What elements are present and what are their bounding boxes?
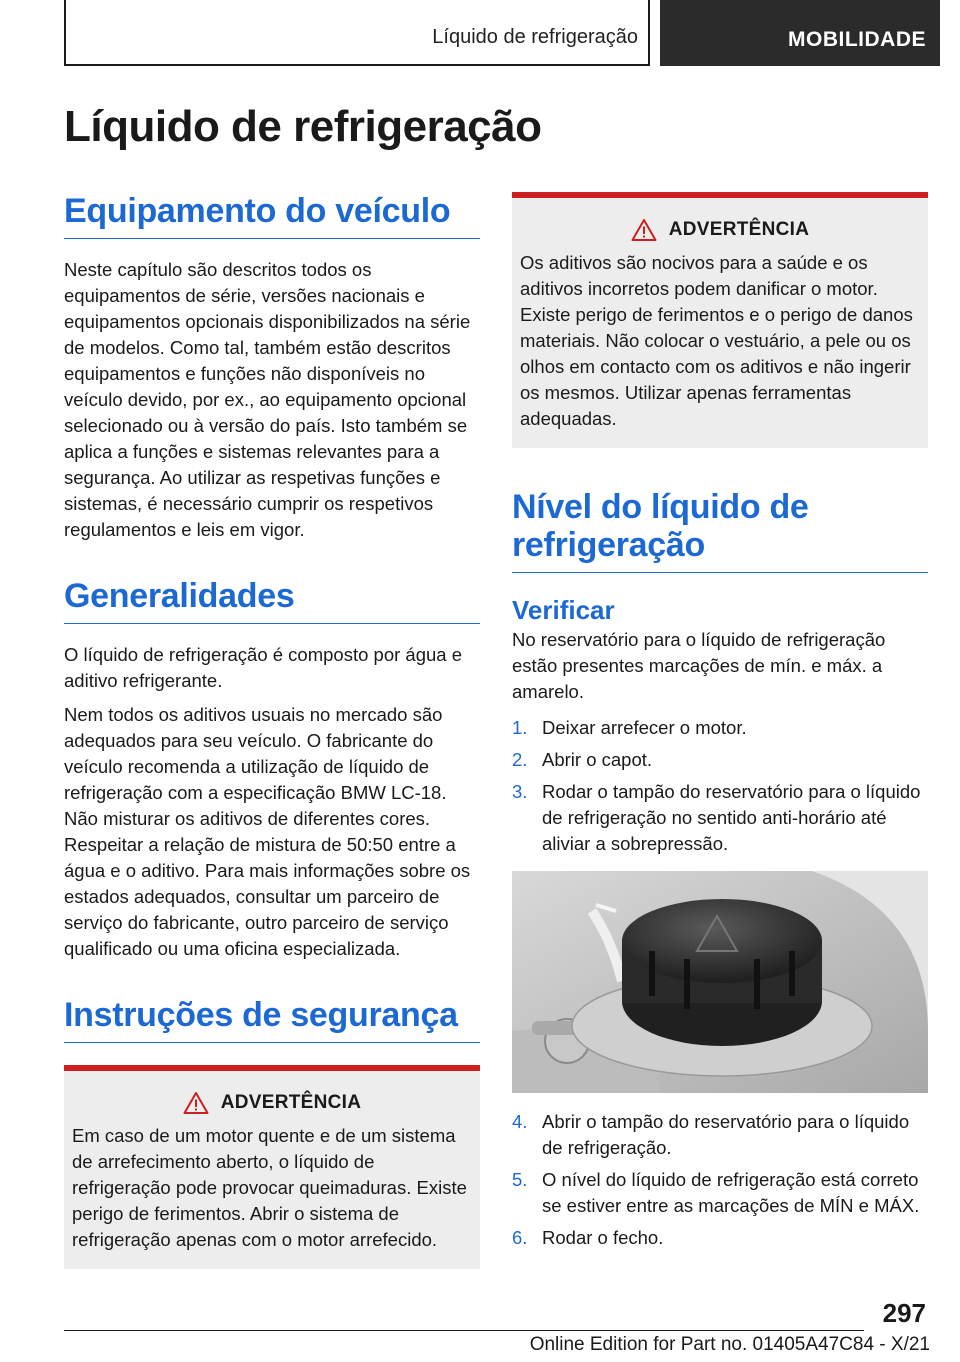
warning-triangle-icon xyxy=(183,1091,209,1115)
generalidades-paragraph-2: Nem todos os aditivos usuais no mercado são adequados para seu veículo. O fabricante do veículo recomenda a utilização de líquido de refrigeração com a especificação BMW LC-18. Não misturar os aditivos de diferentes cores. Respeitar a relação de mistura de 50:50 entre a água e o aditivo. Para mais informações sobre os estados adequados, consultar um parceiro de serviço do fabricante, outro parceiro de serviço qualificado ou uma oficina especializada. xyxy=(64,704,471,959)
step-text: Rodar o fecho. xyxy=(542,1227,664,1248)
subsection-title-verificar: Verificar xyxy=(512,595,615,625)
section-title-equipamento: Equipamento do veículo xyxy=(64,192,480,239)
equipamento-text: Neste capítulo são descritos todos os equipamentos de série, versões nacionais e equipamentos opcionais disponibilizados na série de modelos. Como tal, também estão descritos equipamentos e funções não disponíveis no veículo devido, por ex., ao equipamento opcional selecionado ou à versão do país. Isto também se aplica a funções e sistemas relevantes para a segurança. Ao utilizar as respetivas funções e sistemas, é necessário cumprir os respetivos regulamentos e leis em vigor. xyxy=(64,259,471,540)
footer-rule xyxy=(64,1330,864,1331)
left-column xyxy=(64,192,480,1269)
page-header xyxy=(0,0,960,66)
warning-title: ADVERTÊNCIA xyxy=(668,219,810,240)
step-item xyxy=(512,747,928,773)
header-bottom-rule xyxy=(64,64,650,66)
warning-text: Os aditivos são nocivos para a saúde e os aditivos incorretos podem danificar o motor. Existe perigo de ferimentos e o perigo de danos materiais. Não colocar o vestuário, a pele ou os olhos em contacto com os aditivos e não ingerir os mesmos. Utilizar apenas ferramentas adequadas. xyxy=(520,252,913,429)
coolant-cap-photo xyxy=(512,871,928,1093)
warning-text: Em caso de um motor quente e de um sistema de arrefecimento aberto, o líquido de refrigeração pode provocar queimaduras. Existe perigo de ferimentos. Abrir o sistema de refrigeração apenas com o motor arrefecido. xyxy=(72,1125,467,1250)
steps-list-1 xyxy=(512,715,928,857)
step-number: 2. xyxy=(512,749,528,770)
step-number: 1. xyxy=(512,717,528,738)
step-item xyxy=(512,779,928,857)
right-column xyxy=(512,192,928,1257)
step-item xyxy=(512,1167,928,1219)
section-title-seguranca: Instruções de segurança xyxy=(64,996,480,1043)
step-text: Abrir o capot. xyxy=(542,749,653,770)
step-text: O nível do líquido de refrigeração está correto se estiver entre as marcações de MÍN e MÁX. xyxy=(542,1169,920,1216)
step-number: 5. xyxy=(512,1169,528,1190)
header-separator xyxy=(648,0,650,66)
warning-title: ADVERTÊNCIA xyxy=(220,1092,362,1113)
step-text: Abrir o tampão do reservatório para o líquido de refrigeração. xyxy=(542,1111,910,1158)
step-text: Rodar o tampão do reservatório para o líquido de refrigeração no sentido anti-horário até aliviar a sobrepressão. xyxy=(542,781,921,854)
header-chapter-label: MOBILIDADE xyxy=(788,28,926,51)
warning-box-aditivos xyxy=(512,192,928,448)
step-text: Deixar arrefecer o motor. xyxy=(542,717,747,738)
section-title-nivel: Nível do líquido de refrigeração xyxy=(512,488,928,573)
header-chapter-tab[interactable] xyxy=(660,0,940,66)
steps-list-2 xyxy=(512,1109,928,1251)
warning-box-seguranca xyxy=(64,1065,480,1269)
page-title: Líquido de refrigeração xyxy=(64,102,542,151)
generalidades-paragraph-1: O líquido de refrigeração é composto por água e aditivo refrigerante. xyxy=(64,644,462,691)
nivel-intro: No reservatório para o líquido de refrigeração estão presentes marcações de mín. e máx. a amarelo. xyxy=(512,629,886,702)
step-number: 3. xyxy=(512,781,528,802)
warning-header xyxy=(520,218,920,242)
header-section-title: Líquido de refrigeração xyxy=(432,26,638,48)
step-number: 6. xyxy=(512,1227,528,1248)
section-title-generalidades: Generalidades xyxy=(64,577,480,624)
warning-triangle-icon xyxy=(631,218,657,242)
warning-header xyxy=(72,1091,472,1115)
step-item xyxy=(512,715,928,741)
header-left-rule xyxy=(64,0,66,66)
step-item xyxy=(512,1225,928,1251)
step-number: 4. xyxy=(512,1111,528,1132)
step-item xyxy=(512,1109,928,1161)
page-number: 297 xyxy=(882,1298,926,1328)
footer-edition: Online Edition for Part no. 01405A47C84 - X/21 xyxy=(529,1334,930,1355)
